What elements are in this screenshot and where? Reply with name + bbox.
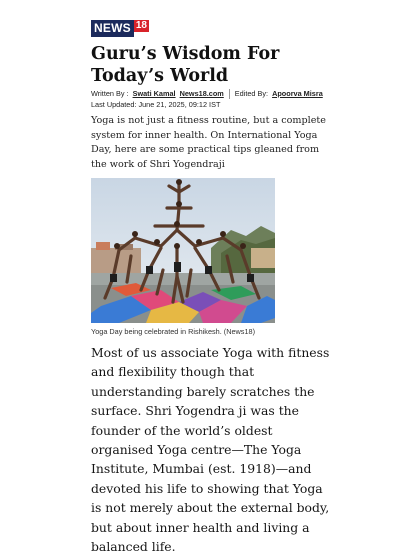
article-title: Guru’s Wisdom For Today’s World [91, 44, 280, 86]
source-link[interactable]: News18.com [179, 89, 224, 98]
article-summary: Yoga is not just a fitness routine, but a complete system for inner health. On International Yoga Day, here are some practical tips gleaned from the work of Shri Yogendraji [91, 115, 326, 170]
editor-link[interactable]: Apoorva Misra [272, 89, 323, 98]
logo-word: NEWS [91, 20, 134, 37]
last-updated: Last Updated: June 21, 2025, 09:12 IST [91, 100, 221, 109]
author-link[interactable]: Swati Kamal [132, 89, 176, 98]
news18-logo[interactable] [91, 20, 149, 37]
edited-by-label: Edited By: [234, 89, 269, 98]
yoga-day-photo [91, 178, 275, 323]
byline-divider [229, 89, 230, 99]
yoga-photo-illustration [91, 178, 275, 323]
logo-number: 18 [135, 20, 147, 31]
article-body: Most of us associate Yoga with fitness and flexibility though that understanding barely scratches the surface. Shri Yogendra ji was the founder of the world’s oldest organised Yoga centre—The Yoga Institute, Mumbai (est. 1918)—and devoted his life to showing that Yoga is not merely about the external body, but about inner health and living a balanced life. [91, 345, 330, 555]
image-caption: Yoga Day being celebrated in Rishikesh. (News18) [91, 327, 256, 336]
written-by-label: Written By : [91, 89, 129, 98]
byline [91, 89, 336, 99]
